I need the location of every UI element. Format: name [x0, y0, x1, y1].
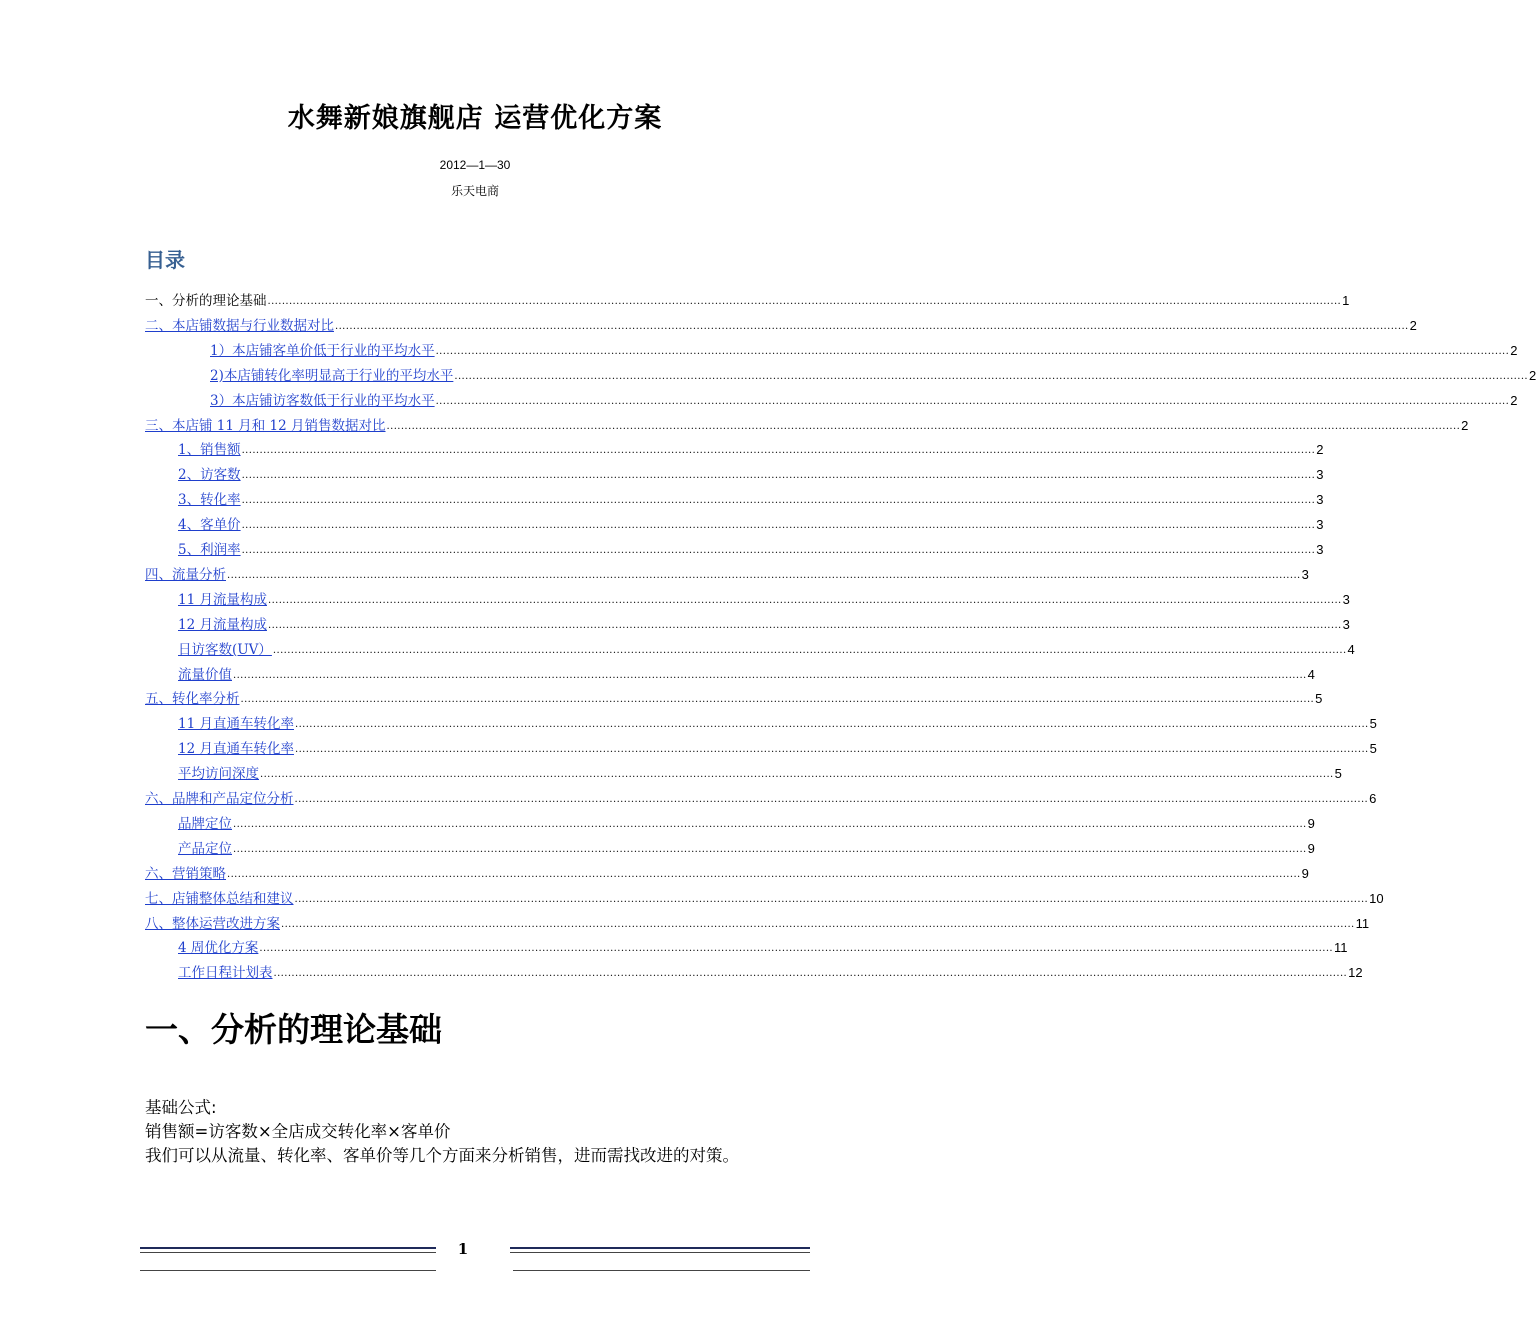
- document-date: 2012—1—30: [439, 158, 511, 172]
- toc-leader-dots: ............................................................................................................................................................................................................................................................................................................: [335, 320, 1409, 332]
- toc-entry-label[interactable]: 七、店铺整体总结和建议: [145, 890, 294, 907]
- body-line: 基础公式:: [145, 1098, 217, 1117]
- section-body: [145, 1096, 739, 1168]
- toc-leader-dots: ............................................................................................................................................................................................................................................................................................................: [294, 794, 1369, 805]
- toc-entry[interactable]: [145, 687, 1323, 709]
- toc-leader-dots: ............................................................................................................................................................................................................................................................................................................: [386, 420, 1461, 432]
- toc-leader-dots: ............................................................................................................................................................................................................................................................................................................: [273, 968, 1348, 980]
- toc-leader-dots: ............................................................................................................................................................................................................................................................................................................: [435, 395, 1510, 407]
- toc-leader-dots: ............................................................................................................................................................................................................................................................................................................: [233, 843, 1307, 855]
- toc-entry[interactable]: [178, 737, 1377, 759]
- page-number: 1: [457, 1240, 469, 1258]
- toc-entry-page: 2: [1316, 442, 1324, 458]
- toc-entry[interactable]: [178, 663, 1315, 685]
- toc-entry-page: 9: [1301, 865, 1309, 881]
- toc-entry-page: 2: [1528, 367, 1536, 383]
- toc-leader-dots: ............................................................................................................................................................................................................................................................................................................: [233, 669, 1307, 681]
- toc-entry[interactable]: [210, 339, 1518, 361]
- document-title: 水舞新娘旗舰店 运营优化方案: [287, 103, 663, 134]
- toc-entry[interactable]: [178, 613, 1350, 635]
- toc-entry-label: 一、分析的理论基础: [145, 293, 267, 309]
- toc-leader-dots: ............................................................................................................................................................................................................................................................................................................: [233, 818, 1307, 830]
- toc-entry-label[interactable]: 2)本店铺转化率明显高于行业的平均水平: [210, 367, 454, 384]
- toc-entry[interactable]: [178, 513, 1324, 535]
- toc-entry-label[interactable]: 产品定位: [178, 840, 232, 857]
- toc-entry-page: 1: [1342, 293, 1350, 308]
- toc-leader-dots: ............................................................................................................................................................................................................................................................................................................: [294, 744, 1369, 756]
- toc-entry[interactable]: [145, 787, 1377, 809]
- toc-entry-page: 5: [1315, 691, 1323, 707]
- toc-entry-page: 3: [1342, 616, 1350, 632]
- toc-entry-page: 9: [1307, 840, 1315, 856]
- toc-entry-label[interactable]: 三、本店铺 11 月和 12 月销售数据对比: [145, 417, 386, 434]
- section-heading: 一、分析的理论基础: [145, 1010, 442, 1049]
- toc-entry-label[interactable]: 3）本店铺访客数低于行业的平均水平: [210, 392, 435, 409]
- toc-entry-label[interactable]: 1）本店铺客单价低于行业的平均水平: [210, 342, 435, 359]
- footer-rule-left: [140, 1247, 436, 1249]
- toc-leader-dots: ............................................................................................................................................................................................................................................................................................................: [454, 370, 1528, 382]
- footer-rule-right-lower: [513, 1270, 810, 1271]
- toc-entry-page: 4: [1347, 641, 1355, 657]
- toc-entry-page: 2: [1461, 417, 1469, 433]
- toc-leader-dots: ............................................................................................................................................................................................................................................................................................................: [267, 619, 1342, 631]
- toc-entry-label[interactable]: 4、客单价: [178, 517, 241, 534]
- toc-entry-page: 10: [1369, 890, 1384, 906]
- toc-heading: 目录: [145, 248, 185, 272]
- toc-entry[interactable]: [210, 364, 1536, 386]
- toc-leader-dots: ............................................................................................................................................................................................................................................................................................................: [281, 918, 1355, 930]
- toc-entry-label[interactable]: 品牌定位: [178, 815, 232, 832]
- toc-entry-page: 11: [1355, 915, 1370, 931]
- toc-entry-page: 2: [1510, 392, 1518, 408]
- toc-entry-label[interactable]: 1、销售额: [178, 442, 241, 459]
- toc-entry[interactable]: [145, 912, 1370, 934]
- toc-entry-label[interactable]: 五、转化率分析: [145, 691, 240, 708]
- toc-entry-label[interactable]: 12 月直通车转化率: [178, 741, 294, 758]
- toc-entry-label[interactable]: 四、流量分析: [145, 566, 226, 583]
- toc-leader-dots: ............................................................................................................................................................................................................................................................................................................: [294, 719, 1369, 731]
- toc-entry: [145, 289, 1350, 311]
- toc-leader-dots: ............................................................................................................................................................................................................................................................................................................: [241, 445, 1316, 457]
- body-line: 销售额=访客数×全店成交转化率×客单价: [145, 1122, 451, 1141]
- toc-leader-dots: ............................................................................................................................................................................................................................................................................................................: [267, 296, 1342, 307]
- toc-leader-dots: ............................................................................................................................................................................................................................................................................................................: [241, 520, 1316, 532]
- footer-rule-right-secondary: [510, 1252, 810, 1253]
- toc-leader-dots: ............................................................................................................................................................................................................................................................................................................: [241, 495, 1316, 507]
- footer-rule-left-secondary: [140, 1252, 436, 1253]
- toc-entry[interactable]: [178, 936, 1348, 958]
- toc-entry-label[interactable]: 工作日程计划表: [178, 965, 273, 982]
- toc-leader-dots: ............................................................................................................................................................................................................................................................................................................: [260, 769, 1334, 781]
- toc-entry-page: 3: [1342, 591, 1350, 607]
- toc-entry-page: 2: [1409, 317, 1417, 333]
- toc-entry-page: 3: [1301, 566, 1309, 582]
- toc-entry[interactable]: [145, 314, 1417, 336]
- toc-entry[interactable]: [178, 712, 1377, 734]
- toc-entry-label[interactable]: 平均访问深度: [178, 766, 259, 783]
- toc-leader-dots: ............................................................................................................................................................................................................................................................................................................: [227, 868, 1301, 880]
- toc-entry-label[interactable]: 5、利润率: [178, 542, 241, 558]
- toc-entry-label[interactable]: 11 月流量构成: [178, 591, 267, 608]
- footer-rule-left-lower: [140, 1270, 436, 1271]
- toc-entry-label[interactable]: 日访客数(UV）: [178, 641, 272, 658]
- toc-entry-label[interactable]: 2、访客数: [178, 467, 241, 484]
- toc-entry[interactable]: [178, 463, 1324, 485]
- toc-entry[interactable]: [145, 887, 1384, 909]
- toc-entry-page: 5: [1369, 716, 1377, 732]
- toc-entry-page: 5: [1334, 766, 1342, 782]
- toc-entry-label[interactable]: 11 月直通车转化率: [178, 716, 294, 733]
- toc-entry[interactable]: [178, 638, 1355, 660]
- toc-entry-page: 4: [1307, 666, 1315, 682]
- body-line: 我们可以从流量、转化率、客单价等几个方面来分析销售，进而需找改进的对策。: [145, 1146, 739, 1165]
- footer-rule-right: [510, 1247, 810, 1249]
- toc-leader-dots: ............................................................................................................................................................................................................................................................................................................: [294, 893, 1369, 905]
- toc-entry-page: 9: [1307, 815, 1315, 831]
- toc-leader-dots: ............................................................................................................................................................................................................................................................................................................: [227, 569, 1301, 581]
- toc-entry-page: 2: [1510, 342, 1518, 358]
- toc-leader-dots: ............................................................................................................................................................................................................................................................................................................: [267, 594, 1342, 606]
- company-name: 乐天电商: [450, 184, 499, 198]
- toc-entry-page: 12: [1348, 965, 1363, 981]
- toc-leader-dots: ............................................................................................................................................................................................................................................................................................................: [241, 545, 1316, 556]
- toc-entry-page: 5: [1369, 741, 1377, 757]
- toc-entry-label[interactable]: 4 周优化方案: [178, 940, 259, 957]
- toc-leader-dots: ............................................................................................................................................................................................................................................................................................................: [240, 694, 1315, 706]
- toc-entry-label[interactable]: 3、转化率: [178, 492, 241, 509]
- toc-leader-dots: ............................................................................................................................................................................................................................................................................................................: [435, 345, 1510, 357]
- toc-leader-dots: ............................................................................................................................................................................................................................................................................................................: [272, 644, 1347, 656]
- toc-entry[interactable]: [178, 961, 1363, 983]
- toc-entry[interactable]: [145, 862, 1309, 884]
- toc-entry-label[interactable]: 八、整体运营改进方案: [145, 915, 280, 932]
- toc-entry-label[interactable]: 流量价值: [178, 666, 232, 683]
- toc-entry[interactable]: [178, 538, 1324, 560]
- toc-entry-label[interactable]: 12 月流量构成: [178, 616, 267, 633]
- toc-entry-page: 3: [1316, 492, 1324, 508]
- toc-entry-page: 3: [1316, 542, 1324, 557]
- toc-entry-page: 11: [1334, 940, 1348, 956]
- toc-entry-page: 6: [1369, 791, 1377, 806]
- toc-leader-dots: ............................................................................................................................................................................................................................................................................................................: [259, 943, 1334, 955]
- toc-entry[interactable]: [178, 812, 1315, 834]
- toc-entry-label[interactable]: 二、本店铺数据与行业数据对比: [145, 317, 334, 334]
- toc-entry-label[interactable]: 六、品牌和产品定位分析: [145, 791, 294, 807]
- toc-entry[interactable]: [210, 389, 1518, 411]
- toc-entry[interactable]: [145, 414, 1469, 436]
- toc-entry[interactable]: [145, 563, 1309, 585]
- toc-entry-page: 3: [1316, 517, 1324, 533]
- toc-entry-page: 3: [1316, 467, 1324, 483]
- toc-entry[interactable]: [178, 588, 1350, 610]
- toc-leader-dots: ............................................................................................................................................................................................................................................................................................................: [241, 470, 1316, 482]
- toc-entry[interactable]: [178, 438, 1324, 460]
- toc-entry[interactable]: [178, 837, 1315, 859]
- toc-entry[interactable]: [178, 488, 1324, 510]
- toc-entry[interactable]: [178, 762, 1342, 784]
- toc-entry-label[interactable]: 六、营销策略: [145, 865, 226, 882]
